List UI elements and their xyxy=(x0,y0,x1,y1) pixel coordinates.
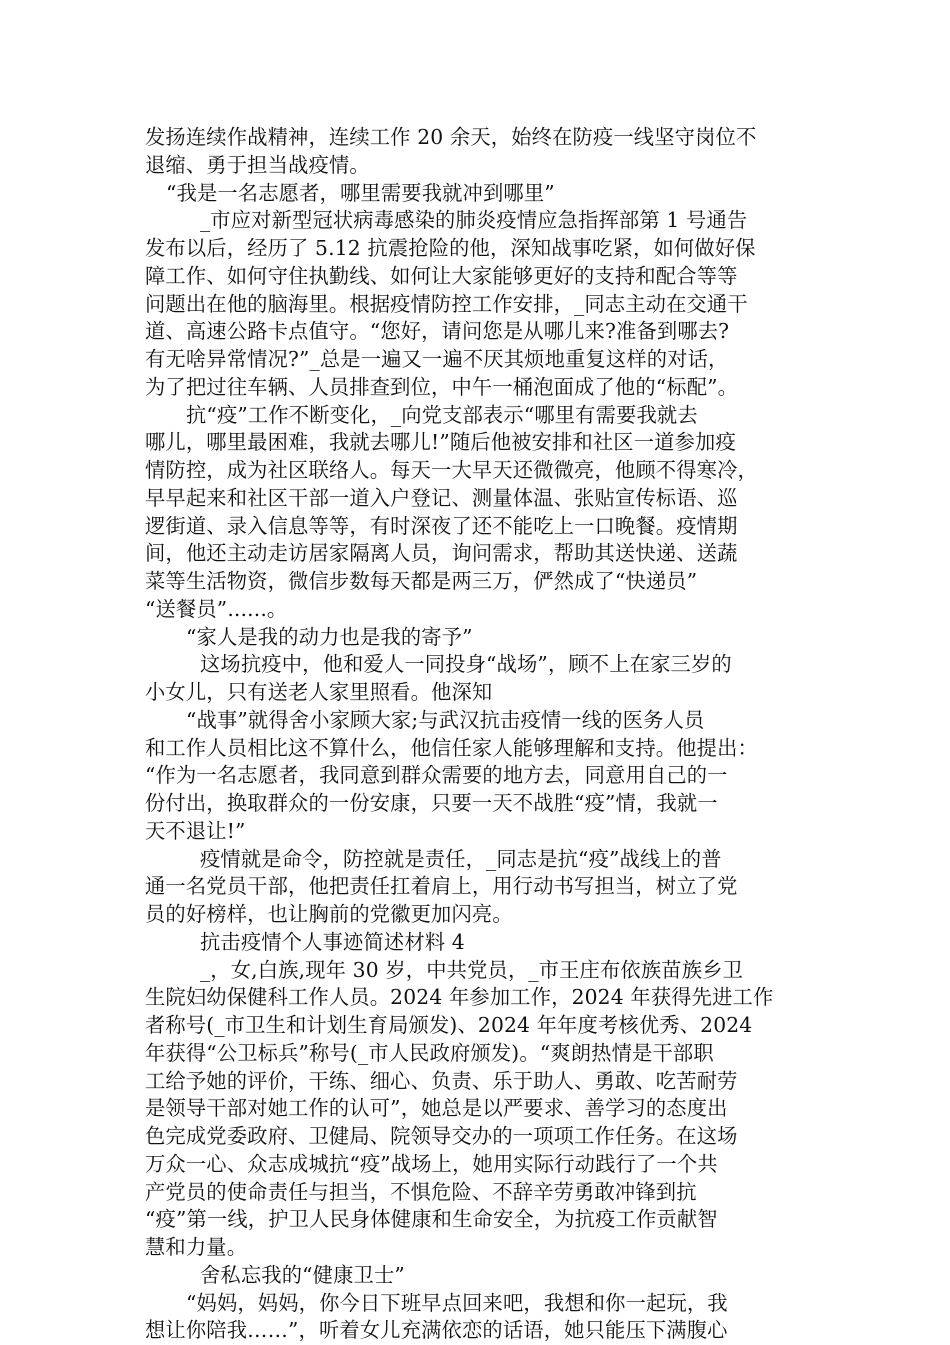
text-line: 抗“疫”工作不断变化，_向党支部表示“哪里有需要我就去 xyxy=(186,403,698,427)
text-line: 菜等生活物资，微信步数每天都是两三万，俨然成了“快递员” xyxy=(145,569,698,593)
text-line: 份付出，换取群众的一份安康，只要一天不战胜“疫”情，我就一 xyxy=(145,791,718,815)
text-line: 问题出在他的脑海里。根据疫情防控工作安排，_同志主动在交通干 xyxy=(145,292,748,316)
text-line: 这场抗疫中，他和爱人一同投身“战场”，顾不上在家三岁的 xyxy=(200,652,732,676)
text-line: 道、高速公路卡点值守。“您好，请问您是从哪儿来?准备到哪去? xyxy=(145,319,730,343)
text-line: 早早起来和社区干部一道入户登记、测量体温、张贴宣传标语、巡 xyxy=(145,486,738,510)
text-line: 万众一心、众志成城抗“疫”战场上，她用实际行动践行了一个共 xyxy=(145,1152,718,1176)
text-line: _，女,白族,现年 30 岁，中共党员，_市王庄布依族苗族乡卫 xyxy=(200,958,743,982)
text-line: 为了把过往车辆、人员排查到位，中午一桶泡面成了他的“标配”。 xyxy=(145,375,739,399)
text-line: 生院妇幼保健科工作人员。2024 年参加工作，2024 年获得先进工作 xyxy=(145,985,774,1009)
text-line: 情防控，成为社区联络人。每天一大早天还微微亮，他顾不得寒冷， xyxy=(145,458,758,482)
text-line: 退缩、勇于担当战疫情。 xyxy=(145,153,370,177)
text-line: 有无啥异常情况?”_总是一遍又一遍不厌其烦地重复这样的对话， xyxy=(145,347,729,371)
text-line: 工给予她的评价，干练、细心、负责、乐于助人、勇敢、吃苦耐劳 xyxy=(145,1069,738,1093)
text-line: “作为一名志愿者，我同意到群众需要的地方去，同意用自己的一 xyxy=(145,763,728,787)
text-line: 疫情就是命令，防控就是责任，_同志是抗“疫”战线上的普 xyxy=(200,847,722,871)
text-line: 天不退让!” xyxy=(145,819,246,843)
text-line: 员的好榜样，也让胸前的党徽更加闪亮。 xyxy=(145,902,513,926)
text-line: 小女儿，只有送老人家里照看。他深知 xyxy=(145,680,493,704)
text-line: 年获得“公卫标兵”称号(_市人民政府颁发)。“爽朗热情是干部职 xyxy=(145,1041,714,1065)
text-line: 逻街道、录入信息等等，有时深夜了还不能吃上一口晚餐。疫情期 xyxy=(145,514,738,538)
text-line: 是领导干部对她工作的认可”，她总是以严要求、善学习的态度出 xyxy=(145,1096,728,1120)
text-line: 障工作、如何守住执勤线、如何让大家能够更好的支持和配合等等 xyxy=(145,264,738,288)
text-line: “送餐员”......。 xyxy=(145,597,288,621)
section-heading: 舍私忘我的“健康卫士” xyxy=(200,1263,405,1287)
text-line: 发扬连续作战精神，连续工作 20 余天，始终在防疫一线坚守岗位不 xyxy=(145,125,757,149)
text-line: 想让你陪我……”，听着女儿充满依恋的话语，她只能压下满腹心 xyxy=(145,1318,728,1342)
text-line: 者称号(_市卫生和计划生育局颁发)、2024 年年度考核优秀、2024 xyxy=(145,1013,753,1037)
text-line: “疫”第一线，护卫人民身体健康和生命安全，为抗疫工作贡献智 xyxy=(145,1207,718,1231)
text-line: 产党员的使命责任与担当，不惧危险、不辞辛劳勇敢冲锋到抗 xyxy=(145,1180,697,1204)
section-heading: “家人是我的动力也是我的寄予” xyxy=(186,625,473,649)
text-line: 发布以后，经历了 5.12 抗震抢险的他，深知战事吃紧，如何做好保 xyxy=(145,236,756,260)
text-line: “战事”就得舍小家顾大家;与武汉抗击疫情一线的医务人员 xyxy=(186,708,705,732)
text-line: 慧和力量。 xyxy=(145,1235,248,1259)
text-line: _市应对新型冠状病毒感染的肺炎疫情应急指挥部第 1 号通告 xyxy=(200,208,748,232)
text-line: 间，他还主动走访居家隔离人员，询问需求，帮助其送快递、送蔬 xyxy=(145,541,738,565)
text-line: 哪儿，哪里最困难，我就去哪儿!”随后他被安排和社区一道参加疫 xyxy=(145,430,736,454)
section-heading: “我是一名志愿者，哪里需要我就冲到哪里” xyxy=(166,181,555,205)
text-line: 和工作人员相比这不算什么，他信任家人能够理解和支持。他提出： xyxy=(145,736,758,760)
text-line: 色完成党委政府、卫健局、院领导交办的一项项工作任务。在这场 xyxy=(145,1124,738,1148)
text-line: 通一名党员干部，他把责任扛着肩上，用行动书写担当，树立了党 xyxy=(145,874,738,898)
section-heading: 抗击疫情个人事迹简述材料 4 xyxy=(200,930,465,954)
text-line: “妈妈，妈妈，你今日下班早点回来吧，我想和你一起玩，我 xyxy=(186,1291,728,1315)
